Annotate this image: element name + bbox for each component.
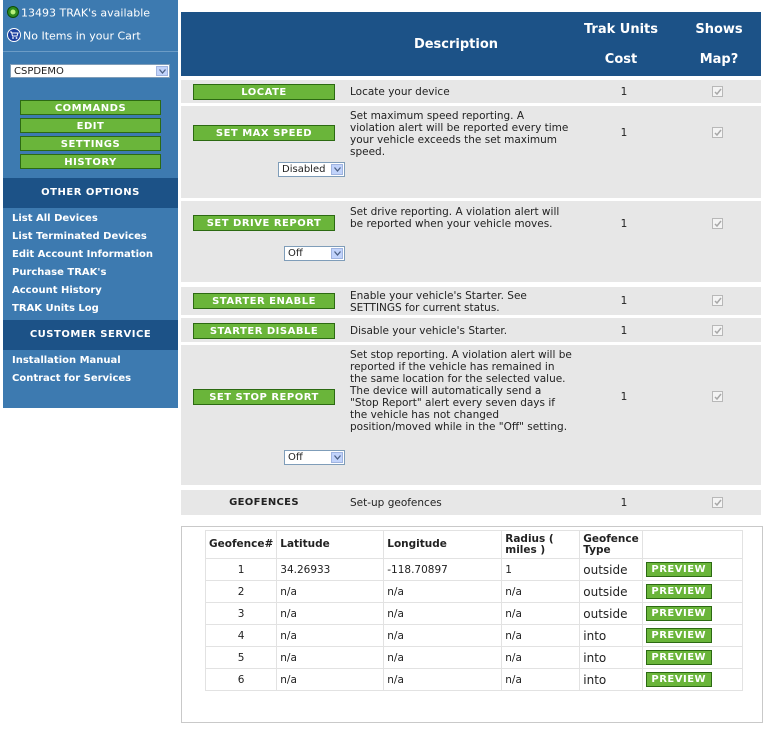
geofence-longitude: n/a	[384, 603, 502, 625]
geofences-shows-map-checkbox	[712, 497, 723, 508]
starter-disable-shows-map-checkbox	[712, 325, 723, 336]
header-description: Description	[413, 37, 499, 52]
commands-table-header	[181, 12, 761, 76]
set-max-speed-description: Set maximum speed reporting. A violation alert will be reported every time your vehicle exceeds the set maximum speed.	[350, 110, 569, 158]
link-installation-manual[interactable]: Installation Manual	[12, 355, 121, 366]
geofence-radius: n/a	[502, 581, 580, 603]
geofence-actions	[642, 603, 742, 625]
col-header-latitude: Latitude	[277, 531, 384, 559]
geofence-num: 6	[206, 669, 277, 691]
preview-button[interactable]: PREVIEW	[646, 672, 712, 687]
geofence-longitude: n/a	[384, 669, 502, 691]
locate-description: Locate your device	[350, 86, 450, 98]
geofence-latitude: n/a	[277, 625, 384, 647]
cart-status-text: No Items in your Cart	[23, 29, 141, 43]
geofences-label: GEOFENCES	[229, 497, 299, 508]
chevron-down-icon[interactable]	[156, 66, 168, 76]
preview-button[interactable]: PREVIEW	[646, 584, 712, 599]
geofence-type: into	[580, 647, 642, 669]
starter-enable-cost: 1	[620, 295, 628, 307]
geofence-type: into	[580, 669, 642, 691]
sidebar	[3, 0, 178, 408]
header-map-line2: Map?	[699, 52, 739, 67]
edit-button[interactable]: EDIT	[20, 118, 161, 133]
chevron-down-icon[interactable]	[331, 248, 343, 259]
stop-report-select-value: Off	[288, 452, 303, 463]
geofence-type: outside	[580, 603, 642, 625]
link-trak-units-log[interactable]: TRAK Units Log	[12, 303, 99, 314]
set-drive-report-cost: 1	[620, 218, 628, 230]
max-speed-select[interactable]	[278, 162, 345, 177]
max-speed-select-value: Disabled	[282, 164, 326, 175]
geofences-cost: 1	[620, 497, 628, 509]
shopping-cart-icon[interactable]	[7, 28, 21, 45]
customer-service-heading: CUSTOMER SERVICE	[3, 320, 178, 350]
geofence-actions	[642, 625, 742, 647]
geofence-radius: 1	[502, 559, 580, 581]
col-header-radius: Radius ( miles )	[502, 531, 580, 559]
set-stop-report-description: Set stop reporting. A violation alert will be reported if the vehicle has remained in the same location for the selected value. The device will automatically send a "Stop Report" alert every seven days if the vehicle has not changed position/moved while in the "Off" setting.	[350, 349, 572, 433]
device-select[interactable]	[10, 64, 170, 78]
starter-disable-description: Disable your vehicle's Starter.	[350, 325, 508, 337]
geofence-table-header-row	[206, 531, 743, 559]
locate-cost: 1	[620, 86, 628, 98]
device-select-value: CSPDEMO	[14, 66, 64, 77]
geofence-latitude: n/a	[277, 647, 384, 669]
link-purchase-traks[interactable]: Purchase TRAK's	[12, 267, 107, 278]
starter-enable-description: Enable your vehicle's Starter. See SETTINGS for current status.	[350, 290, 527, 314]
set-stop-report-cost: 1	[620, 391, 628, 403]
col-header-longitude: Longitude	[384, 531, 502, 559]
main-content	[180, 0, 764, 729]
header-map-line1: Shows	[695, 22, 743, 37]
geofence-num: 5	[206, 647, 277, 669]
set-drive-report-button[interactable]: SET DRIVE REPORT	[193, 215, 335, 231]
geofence-longitude: -118.70897	[384, 559, 502, 581]
geofence-longitude: n/a	[384, 625, 502, 647]
geofence-latitude: n/a	[277, 581, 384, 603]
geofence-latitude: 34.26933	[277, 559, 384, 581]
geofence-longitude: n/a	[384, 581, 502, 603]
set-max-speed-button[interactable]: SET MAX SPEED	[193, 125, 335, 141]
geofence-radius: n/a	[502, 669, 580, 691]
other-options-heading: OTHER OPTIONS	[3, 178, 178, 208]
geofence-radius: n/a	[502, 625, 580, 647]
geofence-actions	[642, 559, 742, 581]
settings-button[interactable]: SETTINGS	[20, 136, 161, 151]
cart-status[interactable]	[7, 28, 141, 45]
table-row	[206, 603, 743, 625]
starter-enable-button[interactable]: STARTER ENABLE	[193, 293, 335, 309]
geofence-latitude: n/a	[277, 603, 384, 625]
set-stop-report-shows-map-checkbox	[712, 391, 723, 402]
preview-button[interactable]: PREVIEW	[646, 628, 712, 643]
traks-available-text: 13493 TRAK's available	[21, 6, 151, 20]
col-header-geofence-num: Geofence#	[206, 531, 277, 559]
geofence-table	[205, 530, 743, 691]
link-edit-account-information[interactable]: Edit Account Information	[12, 249, 154, 260]
link-list-terminated-devices[interactable]: List Terminated Devices	[12, 231, 147, 242]
set-stop-report-button[interactable]: SET STOP REPORT	[193, 389, 335, 405]
table-row	[206, 669, 743, 691]
set-max-speed-shows-map-checkbox	[712, 127, 723, 138]
geofence-radius: n/a	[502, 603, 580, 625]
link-account-history[interactable]: Account History	[12, 285, 102, 296]
trak-coin-icon	[7, 6, 19, 21]
traks-available	[7, 6, 150, 21]
preview-button[interactable]: PREVIEW	[646, 650, 712, 665]
geofence-radius: n/a	[502, 647, 580, 669]
preview-button[interactable]: PREVIEW	[646, 606, 712, 621]
geofence-num: 4	[206, 625, 277, 647]
set-max-speed-cost: 1	[620, 127, 628, 139]
table-row	[206, 625, 743, 647]
geofence-panel	[181, 526, 763, 723]
set-drive-report-description: Set drive reporting. A violation alert will be reported when your vehicle moves.	[350, 206, 560, 230]
header-cost-line2: Cost	[604, 52, 638, 67]
geofence-type: outside	[580, 559, 642, 581]
drive-report-select[interactable]	[284, 246, 345, 261]
geofence-actions	[642, 581, 742, 603]
divider	[3, 51, 178, 52]
link-list-all-devices[interactable]: List All Devices	[12, 213, 98, 224]
geofence-type: into	[580, 625, 642, 647]
geofence-num: 1	[206, 559, 277, 581]
chevron-down-icon[interactable]	[331, 164, 343, 175]
table-row	[206, 647, 743, 669]
table-row	[206, 559, 743, 581]
table-row	[206, 581, 743, 603]
stop-report-select[interactable]	[284, 450, 345, 465]
link-contract-for-services[interactable]: Contract for Services	[12, 373, 132, 384]
geofence-actions	[642, 669, 742, 691]
starter-disable-cost: 1	[620, 325, 628, 337]
geofence-num: 3	[206, 603, 277, 625]
col-header-geofence-type: Geofence Type	[580, 531, 642, 559]
geofence-latitude: n/a	[277, 669, 384, 691]
header-cost-line1: Trak Units	[583, 22, 658, 37]
preview-button[interactable]: PREVIEW	[646, 562, 712, 577]
col-header-actions	[642, 531, 742, 559]
geofence-type: outside	[580, 581, 642, 603]
geofence-longitude: n/a	[384, 647, 502, 669]
geofence-num: 2	[206, 581, 277, 603]
locate-button[interactable]: LOCATE	[193, 84, 335, 100]
history-button[interactable]: HISTORY	[20, 154, 161, 169]
geofences-description: Set-up geofences	[350, 497, 442, 509]
commands-button[interactable]: COMMANDS	[20, 100, 161, 115]
locate-shows-map-checkbox	[712, 86, 723, 97]
geofence-actions	[642, 647, 742, 669]
set-drive-report-shows-map-checkbox	[712, 218, 723, 229]
drive-report-select-value: Off	[288, 248, 303, 259]
starter-disable-button[interactable]: STARTER DISABLE	[193, 323, 335, 339]
starter-enable-shows-map-checkbox	[712, 295, 723, 306]
chevron-down-icon[interactable]	[331, 452, 343, 463]
